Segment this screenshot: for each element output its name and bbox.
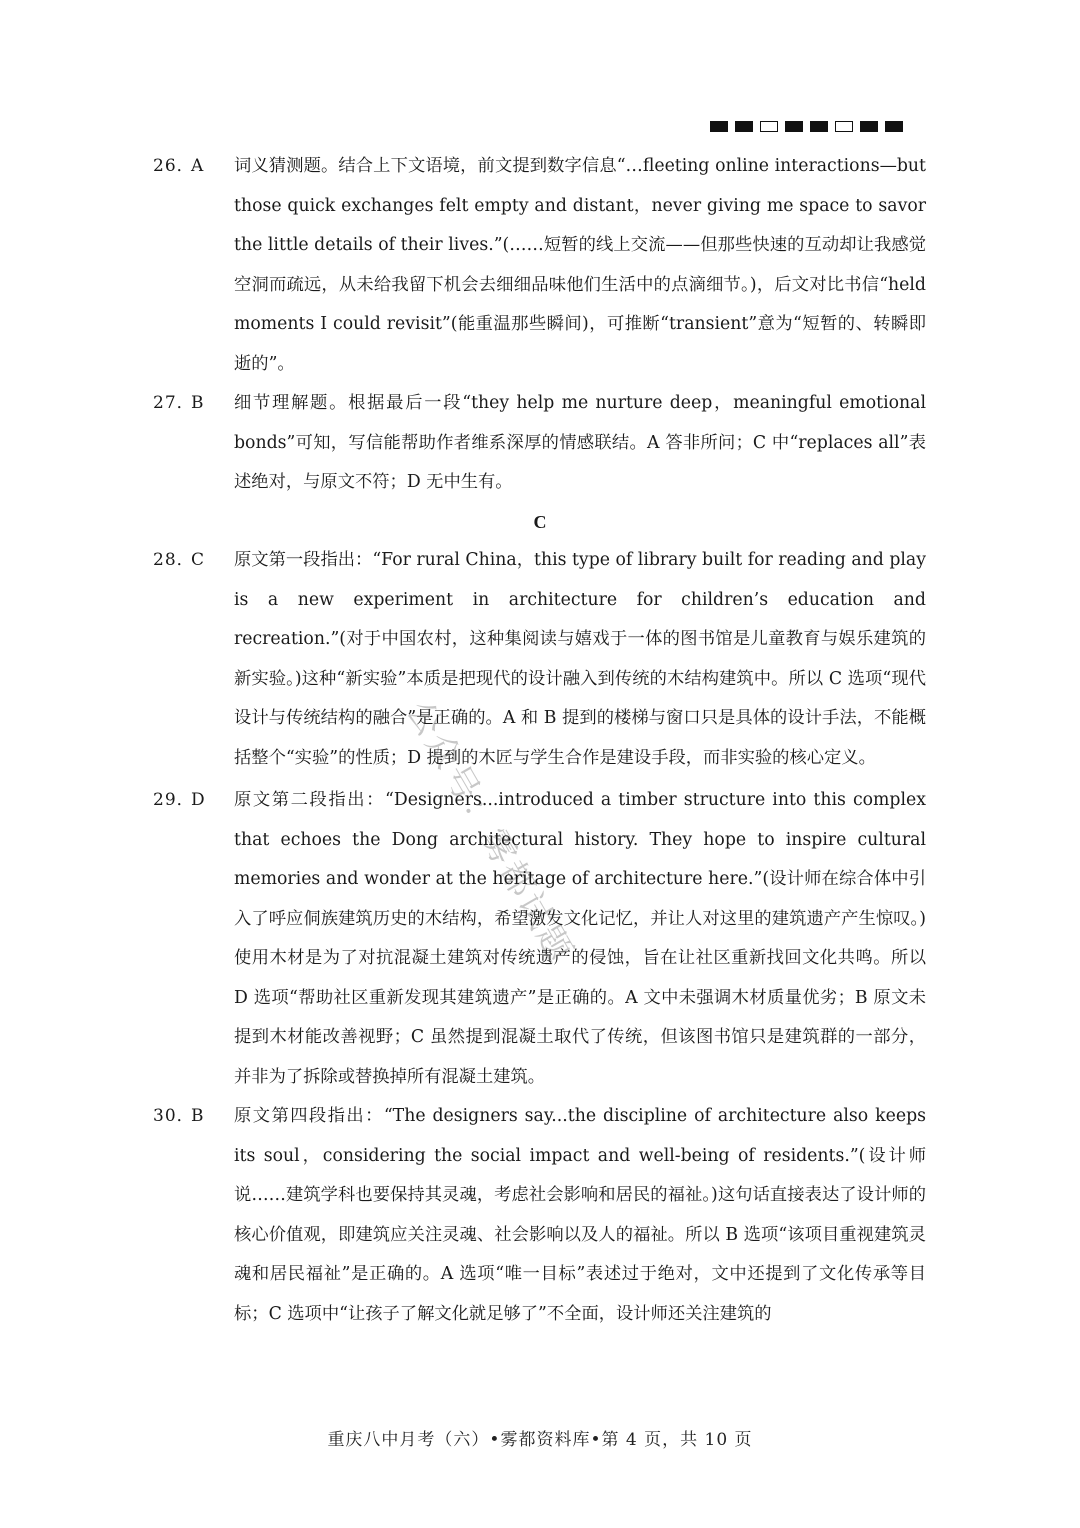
answer-letter: C — [191, 550, 205, 570]
header-mark — [860, 121, 878, 132]
explanation-text: 原文第一段指出：“For rural China，this type of library built for reading and play is a new experiment in architecture for children’s education and recreation.”(对于中国农村，这种集阅读与嬉戏于一体的图书馆是儿童教育与娱乐建筑的新实验。)这种“新实验”本质是把现代的设计融入到传统的木结构建筑中。所以 C 选项“现代设计与传统结构的融合”是正确的。A 和 B 提到的楼梯与窗口只是具体的设计手法，不能概括整个“实验”的性质；D 提到的木匠与学生合作是建设手段，而非实验的核心定义。 — [234, 550, 926, 768]
answer-letter: A — [191, 156, 204, 176]
answer-item-27 — [153, 384, 926, 503]
answer-item-29 — [153, 781, 926, 1097]
watermark: 公众号：雾都试题 — [398, 694, 582, 971]
answer-item-26 — [153, 147, 926, 384]
answer-letter: B — [191, 1106, 204, 1126]
question-number: 29． — [153, 790, 195, 810]
page-footer: 重庆八中月考（六）•雾都资料库•第 4 页，共 10 页 — [327, 1430, 753, 1450]
header-mark — [710, 121, 728, 132]
explanation-text: 原文第二段指出：“Designers...introduced a timber structure into this complex that echoes the Dong architectural history. They hope to inspire cultural memories and wonder at the heritage of architecture here.”(设计师在综合体中引入了呼应侗族建筑历史的木结构，希望激发文化记忆，并让人对这里的建筑遗产产生惊叹。)使用木材是为了对抗混凝土建筑对传统遗产的侵蚀，旨在让社区重新找回文化共鸣。所以 D 选项“帮助社区重新发现其建筑遗产”是正确的。A 文中未强调木材质量优劣；B 原文未提到木材能改善视野；C 虽然提到混凝土取代了传统，但该图书馆只是建筑群的一部分，并非为了拆除或替换掉所有混凝土建筑。 — [234, 790, 926, 1087]
answer-item-28 — [153, 541, 926, 778]
question-number: 30． — [153, 1106, 195, 1126]
section-heading: C — [533, 512, 547, 532]
header-marks — [710, 121, 903, 132]
question-number: 26． — [153, 156, 195, 176]
header-mark — [835, 121, 853, 132]
explanation-text: 细节理解题。根据最后一段“they help me nurture deep，meaningful emotional bonds”可知，写信能帮助作者维系深厚的情感联结。A 答非所问；C 中“replaces all”表述绝对，与原文不符；D 无中生有。 — [234, 393, 926, 492]
header-mark — [735, 121, 753, 132]
header-mark — [785, 121, 803, 132]
answer-item-30 — [153, 1097, 926, 1334]
header-mark — [810, 121, 828, 132]
answer-letter: B — [191, 393, 204, 413]
explanation-text: 原文第四段指出：“The designers say...the discipline of architecture also keeps its soul，considering the social impact and well-being of residents.”(设计师说……建筑学科也要保持其灵魂，考虑社会影响和居民的福祉。)这句话直接表达了设计师的核心价值观，即建筑应关注灵魂、社会影响以及人的福祉。所以 B 选项“该项目重视建筑灵魂和居民福祉”是正确的。A 选项“唯一目标”表述过于绝对，文中还提到了文化传承等目标；C 选项中“让孩子了解文化就足够了”不全面，设计师还关注建筑的 — [234, 1106, 926, 1324]
header-mark — [885, 121, 903, 132]
question-number: 28． — [153, 550, 195, 570]
answer-letter: D — [191, 790, 205, 810]
question-number: 27． — [153, 393, 195, 413]
header-mark — [760, 121, 778, 132]
explanation-text: 词义猜测题。结合上下文语境，前文提到数字信息“…fleeting online interactions—but those quick exchanges felt empty and distant，never giving me space to savor the little details of their lives.”(……短暂的线上交流——但那些快速的互动却让我感觉空洞而疏远，从未给我留下机会去细细品味他们生活中的点滴细节。)，后文对比书信“held moments I could revisit”(能重温那些瞬间)，可推断“transient”意为“短暂的、转瞬即逝的”。 — [234, 156, 926, 374]
